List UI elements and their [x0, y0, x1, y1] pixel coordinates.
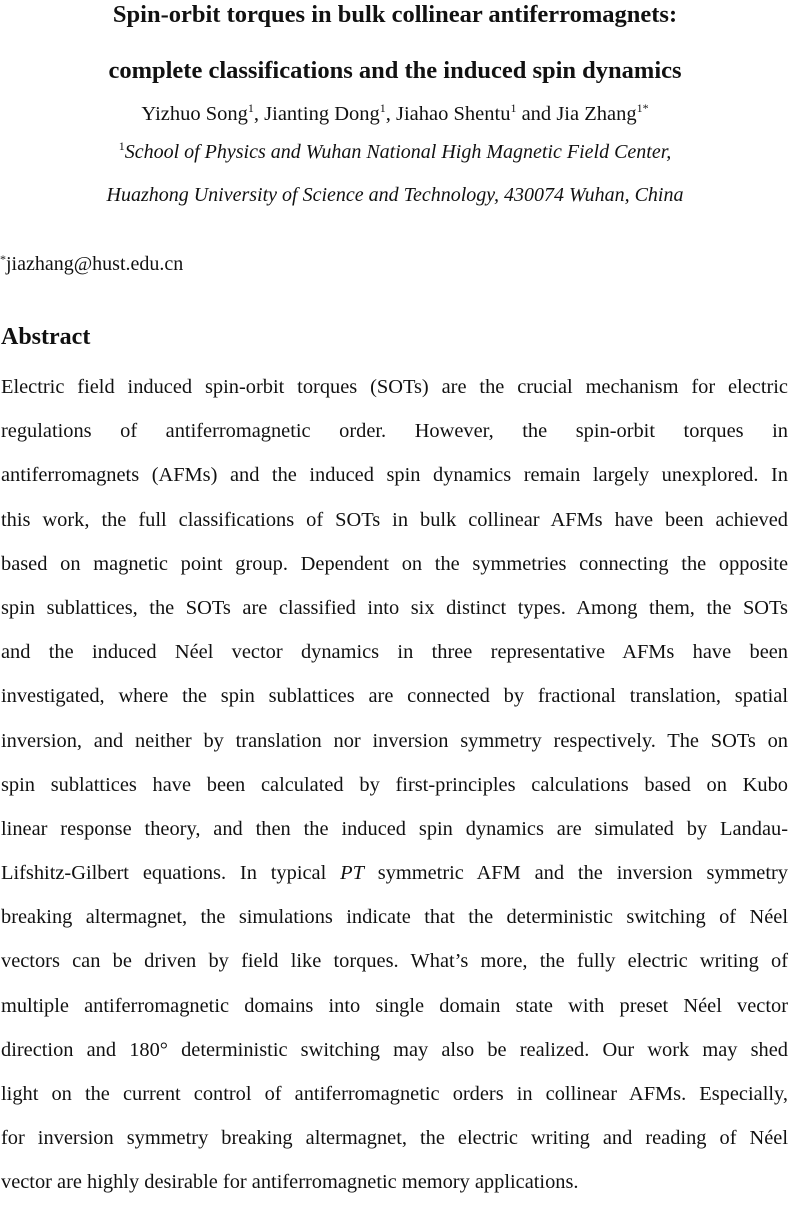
abstract-line — [1, 901, 788, 945]
abstract-line — [1, 1122, 788, 1166]
abstract-italic-term: PT — [340, 862, 364, 885]
abstract-text: vectors can be driven by field like torques. What’s more, the fully electric writing of — [1, 950, 788, 973]
abstract-text: multiple antiferromagnetic domains into single domain state with preset Néel vector — [1, 994, 788, 1017]
affiliation-text: School of Physics and Wuhan National High Magnetic Field Center, — [124, 141, 672, 163]
abstract-text: Lifshitz-Gilbert equations. In typical — [1, 862, 341, 885]
abstract-text: this work, the full classifications of SOTs in bulk collinear AFMs have been achieved — [1, 508, 788, 531]
affiliation-mark: 1 — [118, 139, 125, 153]
abstract-line — [1, 813, 788, 857]
abstract-text: spin sublattices, the SOTs are classified into six distinct types. Among them, the SOTs — [1, 596, 788, 619]
abstract-text: antiferromagnets (AFMs) and the induced spin dynamics remain largely unexplored. In — [1, 464, 788, 487]
abstract-text: symmetric AFM and the inversion symmetry — [363, 862, 788, 885]
abstract-line — [1, 1034, 788, 1078]
paper-title-line-2: complete classifications and the induced spin dynamics — [108, 57, 682, 84]
affiliation-line-1 — [0, 138, 790, 166]
author-name: Jianting Dong — [264, 103, 380, 125]
abstract-line — [1, 945, 788, 989]
abstract-text: for inversion symmetry breaking altermagnet, the electric writing and reading of Néel — [1, 1127, 788, 1150]
abstract-text: based on magnetic point group. Dependent on the symmetries connecting the opposite — [1, 552, 788, 575]
author-separator: , — [253, 103, 265, 125]
abstract-line — [1, 1078, 788, 1122]
author-name: Jia Zhang — [556, 103, 637, 125]
abstract-line — [1, 504, 788, 548]
abstract-line — [1, 592, 788, 636]
abstract-text: Electric field induced spin-orbit torques (SOTs) are the crucial mechanism for electric — [1, 376, 788, 398]
affiliation-line-2: Huazhong University of Science and Technology, 430074 Wuhan, China — [106, 184, 684, 206]
abstract-line — [1, 548, 788, 592]
author-separator: and — [516, 103, 557, 125]
abstract-line — [1, 636, 788, 680]
author-list — [0, 100, 790, 128]
email-address: jiazhang@hust.edu.cn — [6, 253, 184, 275]
abstract-heading: Abstract — [1, 324, 91, 350]
abstract-line — [1, 371, 788, 415]
abstract-line — [1, 769, 788, 813]
abstract-line — [1, 857, 788, 901]
abstract-text: regulations of antiferromagnetic order. However, the spin-orbit torques in — [1, 420, 788, 443]
abstract-line — [1, 1166, 788, 1210]
correspondence-mark: * — [0, 252, 6, 266]
author-affiliation-mark: 1* — [636, 101, 649, 115]
abstract-text: direction and 180° deterministic switching may also be realized. Our work may shed — [1, 1038, 788, 1061]
abstract-text: breaking altermagnet, the simulations indicate that the deterministic switching of Néel — [1, 906, 788, 929]
author-name: Yizhuo Song — [141, 103, 248, 125]
author-affiliation-mark: 1 — [379, 101, 386, 115]
author-name: Jiahao Shentu — [396, 103, 511, 125]
correspondence-email — [0, 250, 183, 278]
abstract-line — [1, 725, 788, 769]
author-affiliation-mark: 1 — [247, 101, 254, 115]
abstract-text: investigated, where the spin sublattices are connected by fractional translation, spatial — [1, 685, 788, 708]
abstract-text: spin sublattices have been calculated by first-principles calculations based on Kubo — [1, 773, 788, 796]
abstract-text: linear response theory, and then the induced spin dynamics are simulated by Landau- — [1, 817, 788, 840]
abstract-body — [1, 371, 788, 1211]
abstract-line — [1, 990, 788, 1034]
abstract-text: and the induced Néel vector dynamics in three representative AFMs have been — [1, 641, 788, 664]
abstract-line — [1, 680, 788, 724]
author-separator: , — [385, 103, 396, 125]
abstract-line — [1, 415, 788, 459]
paper-title-line-1: Spin-orbit torques in bulk collinear antiferromagnets: — [112, 1, 678, 28]
author-affiliation-mark: 1 — [510, 101, 517, 115]
abstract-text: vector are highly desirable for antiferromagnetic memory applications. — [1, 1171, 579, 1194]
abstract-text: light on the current control of antiferromagnetic orders in collinear AFMs. Especially, — [1, 1083, 788, 1105]
abstract-line — [1, 459, 788, 503]
abstract-text: inversion, and neither by translation nor inversion symmetry respectively. The SOTs on — [1, 729, 788, 752]
